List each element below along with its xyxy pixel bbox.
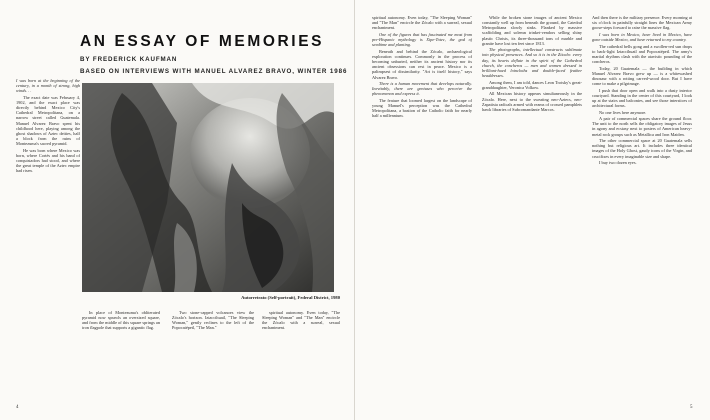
paragraph: The other commercial space at 20 Guatemala sells nothing but religious art. It includes three identical images of the Holy Ghost, gaudy icons of the Virgin, and crucifixes in every imaginable size and shape. bbox=[592, 138, 692, 159]
paragraph: One of the figures that has fascinated me most from pre-Hispanic mythology is Xipe-Totec, the god of seedtime and planting. bbox=[372, 31, 472, 48]
paragraph: I was born in Mexico, have lived in Mexico, have gone outside Mexico, and have returned to my country. bbox=[592, 31, 692, 43]
left-column-1 bbox=[16, 78, 80, 400]
page-number-left: 4 bbox=[16, 405, 19, 410]
self-portrait-photo bbox=[82, 83, 334, 292]
paragraph: And then there is the military presence. Every morning at six o'clock in painfully straight lines the Mexican Army goose-steps forward to raise the massive flag. bbox=[592, 15, 692, 31]
page-number-right: 5 bbox=[690, 405, 693, 410]
paragraph: I was born at the beginning of the century, in a month of strong, high winds. . . bbox=[16, 78, 80, 94]
paragraph: I push that door open and walk into a dusty interior courtyard. Standing in the center of this courtyard, I look up at the stairs and balconies, and see those interstices of architectural forms. bbox=[592, 87, 692, 109]
left-column-2 bbox=[82, 310, 160, 402]
paragraph: In place of Montezuma's obliterated pyramid now sprawls an oversized square, and from the middle of this square springs an iron flagpole that supports a gigantic flag. bbox=[82, 310, 160, 331]
paragraph: I buy two dozen eyes. bbox=[599, 160, 637, 166]
article-title: AN ESSAY OF MEMORIES bbox=[80, 33, 325, 50]
paragraph: The photographs, intellectual constructs sublimate into physical presences. And so it is in the Zócalo: every day, its hearts deflate in the spirit of the Cathedral church, the concheros — men and women dressed in brilliant-hued loincloths and double-faced feather headdresses. bbox=[482, 47, 582, 79]
paragraph: Beneath and behind the Zócalo, archaeological exploration continues. Commonly in the process of becoming unburied, neither its ancient history nor its ancient obsessions can rest in peace. Mexico is a palimpsest of dissimilarity. "Art is itself history," says Alvarez Bravo. bbox=[372, 48, 472, 80]
paragraph: Among them, I am told, dances Leon Trotsky's great-granddaughter, Veronica Volkow. bbox=[482, 79, 582, 90]
right-column-2 bbox=[482, 15, 582, 405]
paragraph: Today, 20 Guatemala — the building in which Manuel Alvarez Bravo grew up — is a whitewashed dinosaur with a rotting carved-wood door. But I have come to make a pilgrimage. bbox=[592, 65, 692, 87]
paragraph: He was born where Mexico was born, where Cortés and his band of conquistadors had stood, and where the great temple of the Aztec empire had risen. bbox=[16, 147, 80, 174]
paragraph: The cathedral bells gong and a swollen-red sun drops to back-light Iztaccíhuatl and Popocatépetl. The army's martial rhythms clash with the atavistic pounding of the concheros. bbox=[592, 43, 692, 65]
paragraph: The feature that loomed largest on the landscape of young Manuel's perception was the Cathedral Metropolitana, a bastion of the Catholic faith for nearly half a millennium. bbox=[372, 97, 472, 119]
paragraph: Two stone-capped volcanoes view the Zócalo's horizon. Iztaccihuatl, "The Sleeping Woman," gently reclines to the left of the Popocatépetl, "The Man." bbox=[172, 310, 254, 331]
right-column-1 bbox=[372, 15, 472, 405]
article-byline: BY FREDERICK KAUFMAN bbox=[80, 56, 178, 63]
paragraph: While the broken stone images of ancient Mexico constantly well up from beneath the ground, the Catedral Metropolitana slowly sinks. Flanked by massive scaffolding and solemn trinket-vendors selling shiny plastic Christs, its three-thousand tons of marble and granite have lost ten feet since 1813. bbox=[482, 15, 582, 46]
paragraph: spiritual autonomy. Even today, "The Sleeping Woman" and "The Man" encircle the Zócalo with a surreal, sexual enchantment. bbox=[372, 15, 472, 31]
article-subtitle: BASED ON INTERVIEWS WITH MANUEL ALVAREZ BRAVO, WINTER 1986 bbox=[80, 68, 348, 75]
paragraph: The exact date was February 4, 1902, and the exact place was directly behind Mexico City's Cathedral Metropolitana, on a narrow street called Guatemala. Manuel Alvarez Bravo spent his childhood here, playing among the ghost shadows of Aztec deities, half a block from the ruins of Montezuma's sacred pyramid. bbox=[16, 94, 80, 147]
paragraph: There is a human movement that develops naturally. Inevitably, there are geniuses who perceive the phenomenon and express it. bbox=[372, 81, 472, 97]
left-page bbox=[0, 0, 354, 420]
paragraph: A pair of commercial spaces share the ground floor. The unit to the north sells the obligatory images of Jesus in agony and ecstasy next to posters of American heavy-metal rock groups such as Metallica and Iron Maiden. bbox=[592, 116, 692, 137]
paragraph: No one lives here anymore. bbox=[599, 109, 647, 115]
left-column-4 bbox=[262, 310, 340, 402]
photo-caption: Autorretrato (Self-portrait), Federal District, 1980 bbox=[241, 295, 340, 300]
right-column-3 bbox=[592, 15, 692, 405]
left-column-3 bbox=[172, 310, 254, 402]
photo-image bbox=[82, 83, 334, 292]
paragraph: spiritual autonomy. Even today, "The Sleeping Woman" and "The Man" encircle the Zócalo with a surreal, sexual enchantment. bbox=[262, 310, 340, 331]
paragraph: All Mexican history appears simultaneously in the Zócalo. Here, next to the sweating neo-Aztecs, neo-Zapatista radicals armed with reams of crossed pamphlets hawk libraries of Subcomandante Marcos. bbox=[482, 91, 582, 112]
